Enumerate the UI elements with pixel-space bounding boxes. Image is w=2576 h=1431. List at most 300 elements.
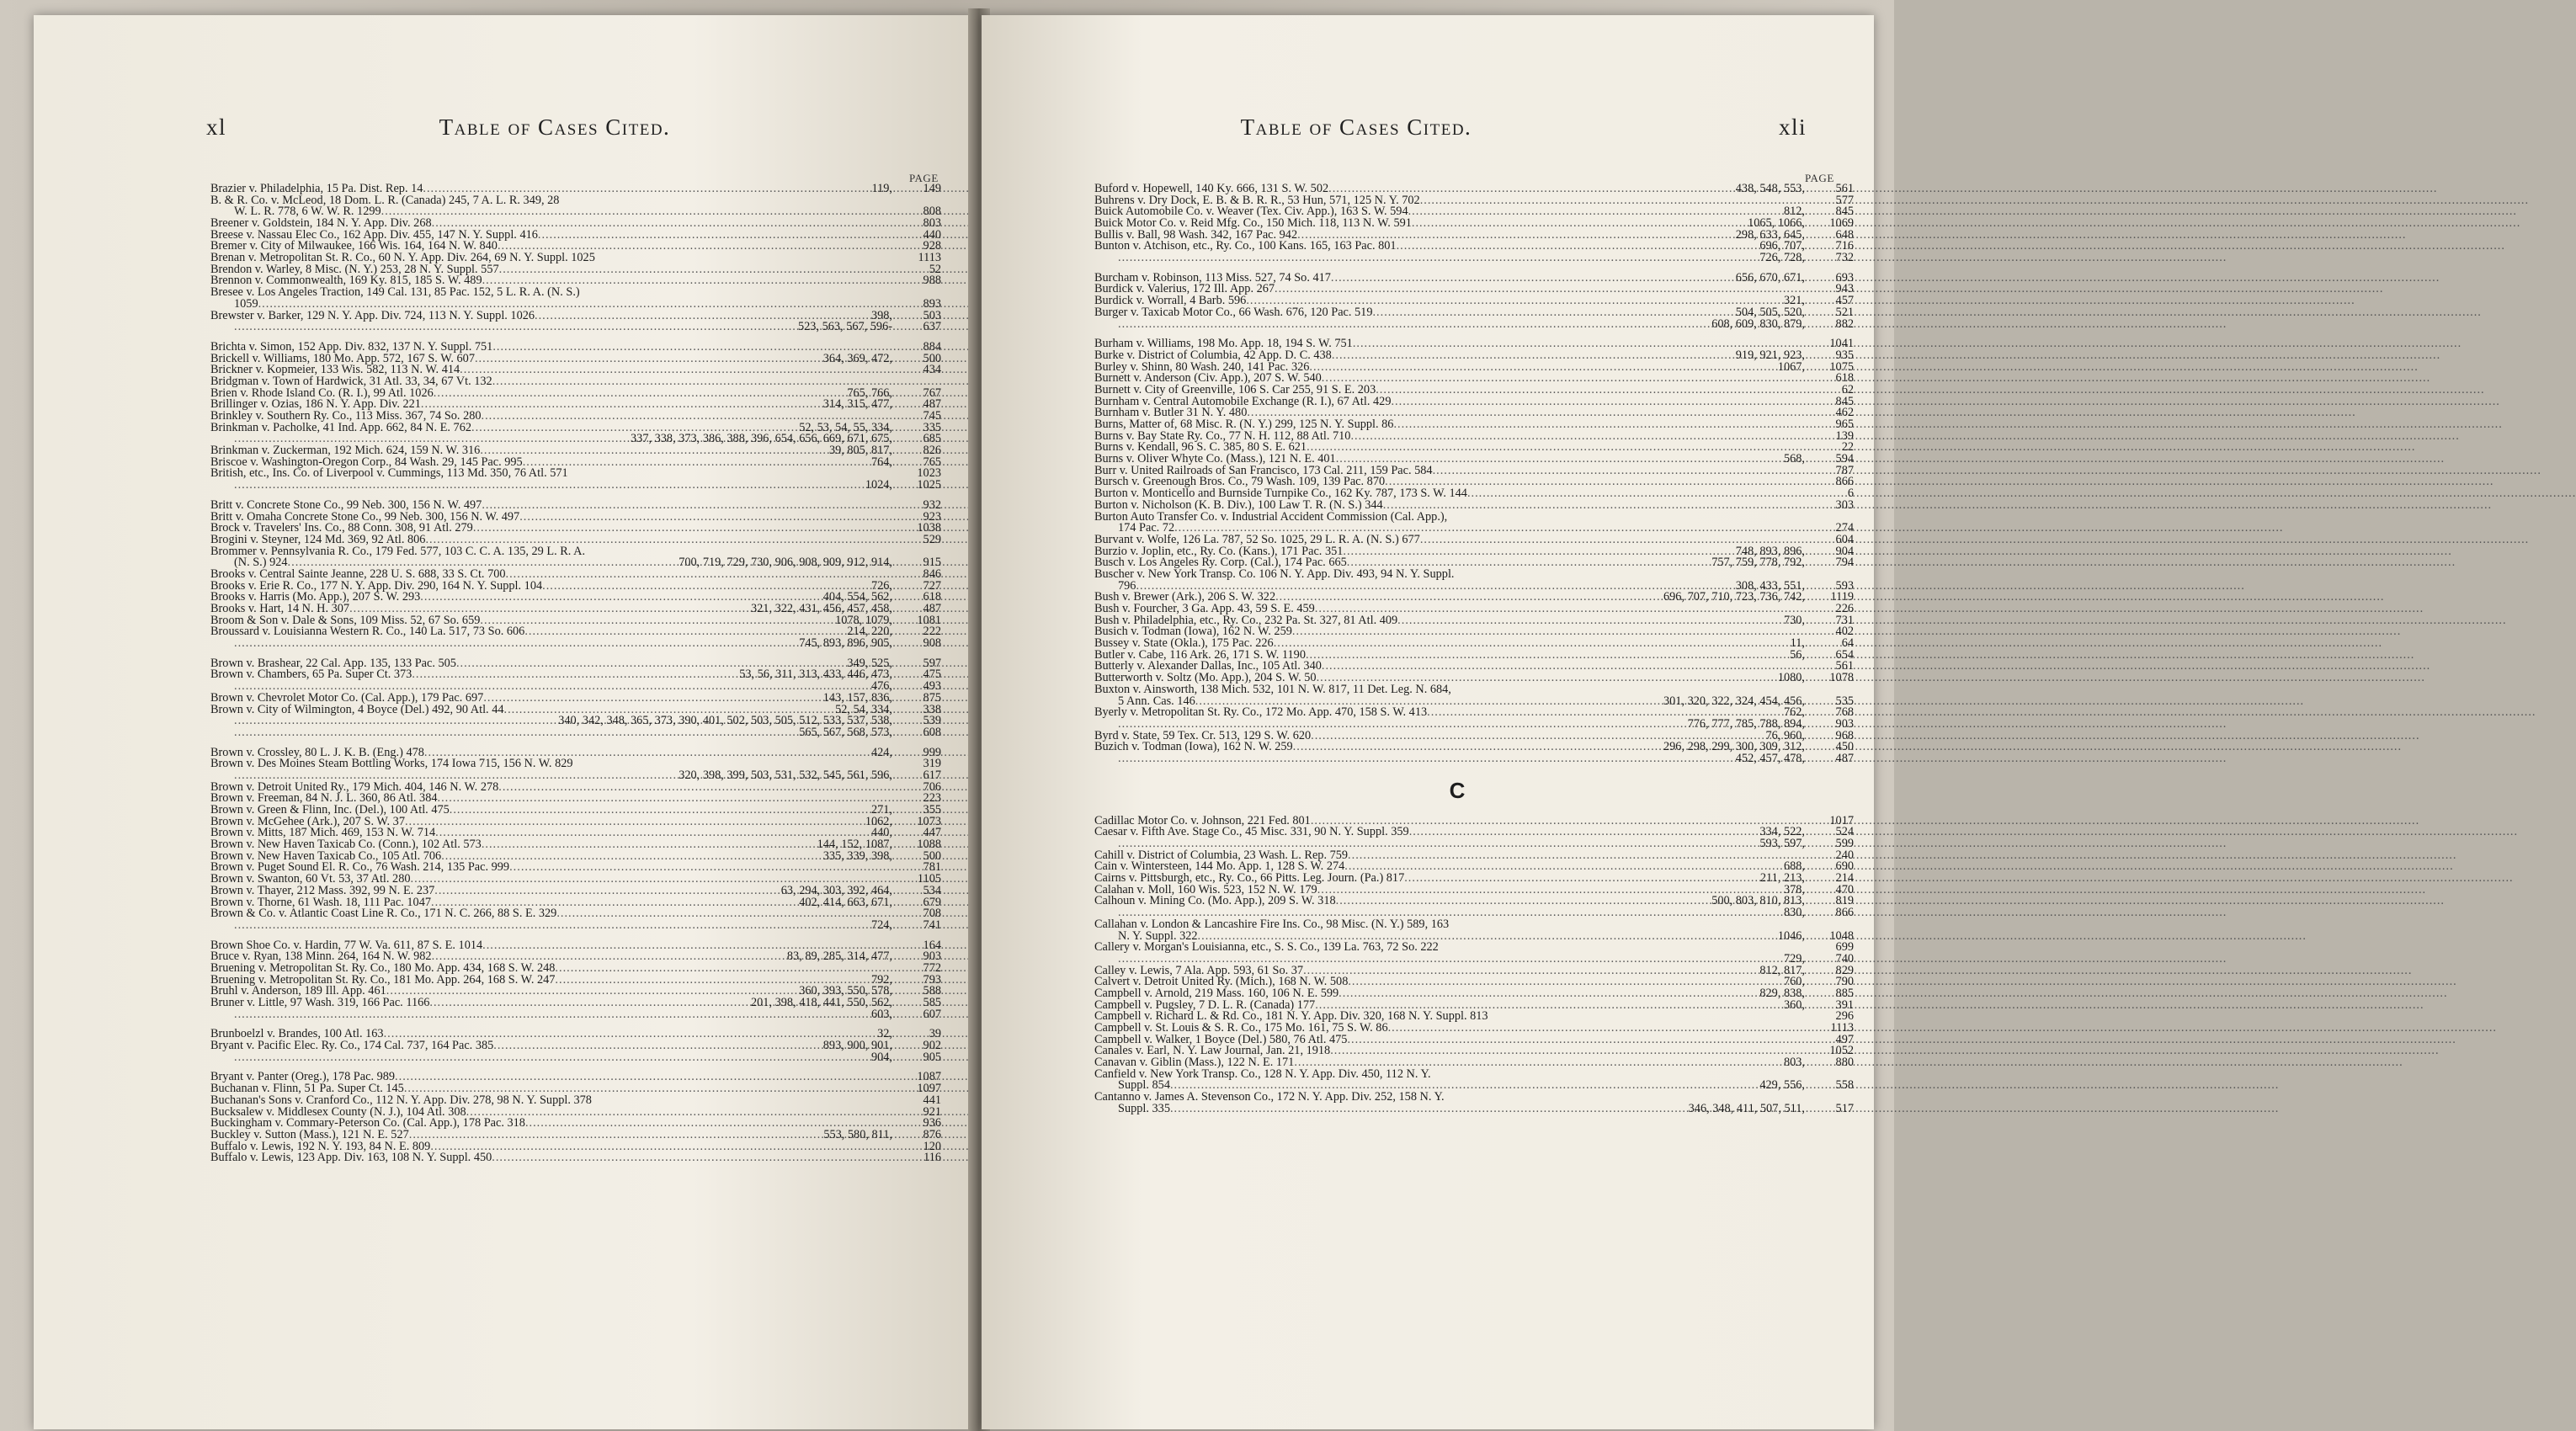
case-citation: Burns v. Bay State Ry. Co., 77 N. H. 112, 88 Atl. 710	[1094, 428, 1351, 443]
page-number: 618	[923, 590, 941, 604]
left-page-folio: xl	[206, 114, 227, 140]
page-references: 214, 220,	[847, 625, 892, 639]
page-number: 222	[923, 625, 941, 639]
page-references: 812,	[1783, 205, 1805, 219]
case-citation: Cain v. Wintersteen, 144 Mo. App. 1, 128 S. W. 274	[1094, 859, 1345, 874]
case-citation: Buick Automobile Co. v. Weaver (Tex. Civ. App.), 163 S. W. 594	[1094, 205, 1408, 219]
page-number: 741	[923, 918, 941, 932]
case-citation: Cahill v. District of Columbia, 23 Wash. L. Rep. 759	[1094, 848, 1349, 862]
left-page-column-label: PAGE	[909, 172, 939, 184]
case-citation: Busich v. Todman (Iowa), 162 N. W. 259	[1094, 625, 1292, 639]
page-number: 908	[923, 636, 941, 651]
page-number: 470	[1835, 882, 1854, 896]
page-references: 504, 505, 520,	[1735, 305, 1805, 319]
page-references: 340, 342, 348, 365, 373, 390, 401, 502, 503, 505, 512, 533, 537, 538,	[558, 714, 892, 728]
page-number: 487	[1835, 751, 1854, 765]
page-number: 803	[923, 216, 941, 231]
page-number: 524	[1835, 825, 1854, 839]
case-citation: Brendon v. Warley, 8 Misc. (N. Y.) 253, 28 N. Y. Suppl. 557	[210, 262, 499, 276]
case-citation: Brown v. Detroit United Ry., 179 Mich. 404, 146 N. W. 278	[210, 779, 499, 794]
page-references: 296, 298, 299, 300, 309, 312,	[1663, 740, 1805, 754]
case-entry	[210, 308, 941, 334]
page-references: 429, 556,	[1759, 1078, 1805, 1093]
page-number: 487	[923, 397, 941, 412]
case-citation: Burns, Matter of, 68 Misc. R. (N. Y.) 299, 125 N. Y. Suppl. 86	[1094, 418, 1394, 432]
case-citation: Broom & Son v. Dale & Sons, 109 Miss. 52, 67 So. 659	[210, 613, 481, 627]
page-number: 577	[1835, 193, 1854, 207]
left-case-list	[210, 181, 941, 1165]
right-page	[982, 15, 1874, 1429]
page-number: 699	[1835, 940, 1854, 955]
page-references: 53, 56, 311, 313, 433, 446, 473,	[739, 668, 892, 682]
case-continuation-line	[210, 1009, 941, 1021]
page-number: 902	[923, 1039, 941, 1053]
page-number: 654	[1835, 647, 1854, 662]
page-references: 360,	[1783, 997, 1805, 1012]
case-citation: Burns v. Oliver Whyte Co. (Mass.), 121 N. E. 401	[1094, 452, 1336, 466]
case-citation: 1059	[234, 296, 258, 311]
case-continuation-line	[210, 480, 941, 492]
page-references: 757, 759, 778, 792,	[1711, 556, 1805, 570]
case-citation: Campbell v. Walker, 1 Boyce (Del.) 580, 76 Atl. 475	[1094, 1032, 1348, 1046]
page-references: 52, 53, 54, 55, 334,	[799, 420, 892, 434]
case-citation: Campbell v. St. Louis & S. R. Co., 175 Mo. 161, 75 S. W. 86	[1094, 1021, 1388, 1035]
case-entry	[1094, 942, 1854, 965]
case-citation: Buckingham v. Commary-Peterson Co. (Cal. App.), 178 Pac. 318	[210, 1116, 525, 1130]
case-citation: Campbell v. Pugsley, 7 D. L. R. (Canada) 177	[1094, 997, 1316, 1012]
page-references: 334, 522,	[1759, 825, 1805, 839]
page-references: 211, 213,	[1759, 871, 1805, 886]
page-references: 83, 89, 285, 314, 477,	[786, 950, 892, 964]
page-number: 1105	[917, 872, 941, 886]
page-number: 487	[923, 602, 941, 616]
case-citation: Brommer v. Pennsylvania R. Co., 179 Fed. 577, 103 C. C. A. 135, 29 L. R. A.	[210, 544, 586, 558]
case-citation: Buckley v. Sutton (Mass.), 121 N. E. 527	[210, 1127, 409, 1141]
page-references: 63, 294, 303, 392, 464,	[780, 883, 892, 897]
case-continuation-line	[1094, 319, 1854, 331]
page-references: 335, 339, 398,	[822, 848, 892, 863]
page-number: 808	[923, 205, 941, 219]
case-continuation-line	[210, 920, 941, 932]
page-number: 6	[1847, 487, 1854, 501]
case-line	[210, 1152, 941, 1164]
case-citation: Brown v. McGehee (Ark.), 207 S. W. 37	[210, 814, 405, 828]
case-citation: Byerly v. Metropolitan St. Ry. Co., 172 Mo. App. 470, 158 S. W. 413	[1094, 705, 1428, 720]
case-citation: Canfield v. New York Transp. Co., 128 N. Y. App. Div. 450, 112 N. Y.	[1094, 1067, 1431, 1081]
case-citation: Burger v. Taxicab Motor Co., 66 Wash. 676, 120 Pac. 519	[1094, 305, 1373, 319]
page-number: 607	[923, 1007, 941, 1021]
page-number: 120	[923, 1139, 941, 1153]
case-citation: Bullis v. Ball, 98 Wash. 342, 167 Pac. 942	[1094, 227, 1298, 242]
case-entry	[1094, 241, 1854, 263]
page-number: 790	[1835, 975, 1854, 989]
page-references: 764,	[870, 455, 892, 469]
case-citation: Breener v. Goldstein, 184 N. Y. App. Div. 268	[210, 216, 432, 231]
case-citation: Burley v. Shinn, 80 Wash. 240, 141 Pac. 326	[1094, 359, 1310, 374]
case-citation: Brinkman v. Pacholke, 41 Ind. App. 662, 84 N. E. 762	[210, 420, 472, 434]
case-citation: B. & R. Co. v. McLeod, 18 Dom. L. R. (Canada) 245, 7 A. L. R. 349, 28	[210, 193, 560, 207]
page-number: 1041	[1829, 337, 1854, 351]
page-number: 617	[923, 768, 941, 782]
page-number: 434	[923, 363, 941, 377]
page-references: 144, 152, 1087,	[817, 838, 892, 852]
page-number: 819	[1835, 894, 1854, 908]
case-citation: Britt v. Concrete Stone Co., 99 Neb. 300, 156 N. W. 497	[210, 497, 482, 512]
page-number: 440	[923, 227, 941, 242]
case-citation: Cairns v. Pittsburgh, etc., Ry. Co., 66 Pitts. Leg. Journ. (Pa.) 817	[1094, 871, 1405, 886]
case-citation: Burzio v. Joplin, etc., Ry. Co. (Kans.), 171 Pac. 351	[1094, 544, 1344, 558]
case-citation: (N. S.) 924	[234, 556, 288, 570]
case-citation: Burr v. United Railroads of San Francisco, 173 Cal. 211, 159 Pac. 584	[1094, 463, 1433, 477]
page-references: 301, 320, 322, 324, 454, 456,	[1663, 694, 1805, 708]
page-number: 1088	[917, 838, 941, 852]
page-references: 593, 597,	[1759, 837, 1805, 851]
page-number: 706	[923, 779, 941, 794]
case-continuation-line	[210, 322, 941, 333]
page-number: 1017	[1829, 813, 1854, 827]
case-citation: Brown v. Freeman, 84 N. J. L. 360, 86 Atl. 384	[210, 791, 438, 806]
page-number: 866	[1835, 906, 1854, 920]
case-citation: Bruner v. Little, 97 Wash. 319, 166 Pac. 1166	[210, 996, 430, 1010]
case-citation: Brock v. Travelers' Ins. Co., 88 Conn. 308, 91 Atl. 279	[210, 521, 473, 535]
case-citation: Canavan v. Giblin (Mass.), 122 N. E. 171	[1094, 1056, 1295, 1070]
page-number: 558	[1835, 1078, 1854, 1093]
case-citation: Brennon v. Commonwealth, 169 Ky. 815, 185 S. W. 489	[210, 274, 482, 288]
page-references: 919, 921, 923,	[1735, 348, 1805, 362]
page-number: 893	[923, 296, 941, 311]
page-references: 765, 766,	[847, 386, 892, 400]
case-citation: Campbell v. Arnold, 219 Mass. 160, 106 N. E. 599	[1094, 986, 1339, 1000]
page-references: 565, 567, 568, 573,	[799, 725, 892, 739]
case-citation: Canales v. Earl, N. Y. Law Journal, Jan. 21, 1918	[1094, 1044, 1331, 1058]
case-citation: 174 Pac. 72	[1118, 521, 1175, 535]
page-references: 378,	[1783, 882, 1805, 896]
page-number: 493	[923, 679, 941, 694]
case-citation: Cadillac Motor Co. v. Johnson, 221 Fed. 801	[1094, 813, 1311, 827]
case-citation: Campbell v. Richard L. & Rd. Co., 181 N. Y. App. Div. 320, 168 N. Y. Suppl. 813	[1094, 1009, 1488, 1024]
page-number: 793	[923, 972, 941, 987]
case-entry	[1094, 569, 1854, 592]
page-number: 226	[1835, 602, 1854, 616]
case-citation: Brinkley v. Southern Ry. Co., 113 Miss. 367, 74 So. 280	[210, 409, 482, 423]
case-citation: Brown & Co. v. Atlantic Coast Line R. Co., 171 N. C. 266, 88 S. E. 329	[210, 907, 557, 921]
page-references: 320, 398, 399, 503, 531, 532, 545, 561, 596,	[679, 768, 892, 782]
page-number: 319	[923, 757, 941, 771]
page-number: 905	[923, 1050, 941, 1064]
case-continuation-line	[210, 638, 941, 650]
page-number: 1038	[917, 521, 941, 535]
case-entry	[210, 546, 941, 569]
page-number: 441	[923, 1093, 941, 1107]
case-citation: Bryant v. Pacific Elec. Ry. Co., 174 Cal. 737, 164 Pac. 385	[210, 1039, 494, 1053]
page-references: 688,	[1783, 859, 1805, 874]
case-citation: Burnham v. Central Automobile Exchange (R. I.), 67 Atl. 429	[1094, 394, 1392, 408]
c-entries	[1094, 813, 1854, 1115]
page-number: 884	[923, 339, 941, 354]
case-entry	[210, 670, 941, 693]
page-number: 1069	[1829, 216, 1854, 231]
page-number: 608	[923, 725, 941, 739]
page-number: 457	[1835, 294, 1854, 308]
page-number: 794	[1835, 556, 1854, 570]
case-entry	[1094, 1092, 1854, 1114]
case-citation: Bussey v. State (Okla.), 175 Pac. 226	[1094, 636, 1274, 651]
page-references: 32,	[877, 1027, 892, 1041]
case-citation: Cantanno v. James A. Stevenson Co., 172 N. Y. App. Div. 252, 158 N. Y.	[1094, 1090, 1445, 1104]
case-citation: Butterly v. Alexander Dallas, Inc., 105 Atl. 340	[1094, 659, 1322, 673]
case-citation: Calhoun v. Mining Co. (Mo. App.), 209 S. W. 318	[1094, 894, 1336, 908]
case-continuation-line	[1094, 253, 1854, 264]
page-references: 893, 900, 901,	[822, 1039, 892, 1053]
page-number: 274	[1835, 521, 1854, 535]
case-citation: Brichta v. Simon, 152 App. Div. 832, 137 N. Y. Suppl. 751	[210, 339, 493, 354]
case-citation: Burvant v. Wolfe, 126 La. 787, 52 So. 1025, 29 L. R. A. (N. S.) 677	[1094, 532, 1420, 546]
page-number: 588	[923, 984, 941, 998]
case-citation: Burton v. Monticello and Burnside Turnpike Co., 162 Ky. 787, 173 S. W. 144	[1094, 487, 1467, 501]
case-entry	[210, 758, 941, 781]
page-references: 308, 433, 551,	[1735, 578, 1805, 593]
page-number: 765	[923, 455, 941, 469]
page-number: 62	[1841, 382, 1854, 396]
page-number: 1025	[917, 478, 941, 492]
page-number: 846	[923, 567, 941, 581]
case-citation: Brown v. Chambers, 65 Pa. Super Ct. 373	[210, 668, 412, 682]
case-citation: 5 Ann. Cas. 146	[1118, 694, 1195, 708]
page-references: 608, 609, 830, 879,	[1711, 317, 1805, 331]
case-citation: Brown v. Mitts, 187 Mich. 469, 153 N. W. 714	[210, 826, 436, 840]
page-number: 597	[923, 656, 941, 670]
case-entry	[1094, 827, 1854, 849]
page-number: 679	[923, 895, 941, 909]
dot-leader	[1118, 753, 1736, 765]
page-references: 39, 805, 817,	[828, 444, 892, 458]
page-references: 314, 315, 477,	[822, 397, 892, 412]
case-citation: Brown v. Puget Sound El. R. Co., 76 Wash. 214, 135 Pac. 999	[210, 860, 510, 875]
page-number: 214	[1835, 871, 1854, 886]
case-citation: Brien v. Rhode Island Co. (R. I.), 99 Atl. 1026	[210, 386, 434, 400]
page-references: 11,	[1790, 636, 1805, 651]
dot-leader	[523, 457, 871, 469]
case-citation: Burns v. Kendall, 96 S. C. 385, 80 S. E. 621	[1094, 440, 1307, 455]
page-number: 1081	[917, 613, 941, 627]
case-citation: Bush v. Philadelphia, etc., Ry. Co., 232 Pa. St. 327, 81 Atl. 409	[1094, 613, 1398, 627]
page-references: 760,	[1783, 975, 1805, 989]
page-references: 349, 525,	[847, 656, 892, 670]
page-number: 685	[923, 432, 941, 446]
page-number: 497	[1835, 1032, 1854, 1046]
right-page-header	[982, 114, 1874, 148]
page-number: 880	[1835, 1056, 1854, 1070]
page-references: 1080,	[1777, 671, 1805, 685]
case-entry	[1094, 919, 1854, 942]
case-citation: Suppl. 854	[1118, 1078, 1170, 1093]
page-number: 1078	[1829, 671, 1854, 685]
dot-leader	[492, 1152, 892, 1164]
page-number: 585	[923, 996, 941, 1010]
page-references: 1062,	[865, 814, 892, 828]
page-number: 450	[1835, 740, 1854, 754]
page-number: 338	[923, 702, 941, 716]
case-citation: Brinkman v. Zuckerman, 192 Mich. 624, 159 N. W. 316	[210, 444, 481, 458]
case-continuation-line	[1094, 1101, 1854, 1115]
page-number: 355	[923, 803, 941, 817]
case-citation: Buick Motor Co. v. Reid Mfg. Co., 150 Mich. 118, 113 N. W. 591	[1094, 216, 1412, 231]
page-references: 346, 348, 411, 507, 511,	[1688, 1101, 1805, 1115]
left-page-running-title: Table of Cases Cited.	[439, 114, 671, 140]
page-number: 1087	[917, 1070, 941, 1084]
case-entry	[1094, 707, 1854, 730]
page-references: 119,	[871, 181, 892, 195]
page-references: 729,	[1783, 951, 1805, 966]
page-number: 391	[1835, 997, 1854, 1012]
case-citation: Bresee v. Los Angeles Traction, 149 Cal. 131, 85 Pac. 152, 5 L. R. A. (N. S.)	[210, 285, 580, 300]
page-number: 932	[923, 497, 941, 512]
case-citation: Burcham v. Robinson, 113 Miss. 527, 74 So. 417	[1094, 270, 1331, 285]
page-number: 988	[923, 274, 941, 288]
case-entry	[210, 287, 941, 310]
page-number: 1048	[1829, 928, 1854, 943]
case-citation: Buffalo v. Lewis, 123 App. Div. 163, 108 N. Y. Suppl. 450	[210, 1151, 492, 1165]
page-number: 521	[1835, 305, 1854, 319]
case-citation: 796	[1118, 578, 1136, 593]
dot-leader	[234, 727, 799, 739]
case-citation: Brewster v. Barker, 129 N. Y. App. Div. 724, 113 N. Y. Suppl. 1026	[210, 308, 535, 322]
case-citation: Buhrens v. Dry Dock, E. B. & B. R. R., 53 Hun, 571, 125 N. Y. 702	[1094, 193, 1420, 207]
page-references: 337, 338, 373, 386, 388, 396, 654, 656, 669, 671, 675,	[631, 432, 892, 446]
page-number: 829	[1835, 963, 1854, 977]
case-citation: N. Y. Suppl. 322	[1118, 928, 1198, 943]
page-number: 648	[1835, 227, 1854, 242]
case-citation: Bucksalew v. Middlesex County (N. J.), 104 Atl. 308	[210, 1104, 466, 1119]
case-citation: Byrd v. State, 59 Tex. Cr. 513, 129 S. W. 620	[1094, 728, 1312, 742]
case-citation: Bruhl v. Anderson, 189 Ill. App. 461	[210, 984, 386, 998]
case-entry	[210, 1040, 941, 1063]
page-number: 164	[923, 938, 941, 952]
page-number: 845	[1835, 394, 1854, 408]
case-entry	[210, 1152, 941, 1164]
case-citation: Brooks v. Central Sainte Jeanne, 228 U. S. 688, 33 S. Ct. 700	[210, 567, 506, 581]
case-entry	[1094, 509, 1854, 535]
case-citation: Brooks v. Erie R. Co., 177 N. Y. App. Div. 290, 164 N. Y. Suppl. 104	[210, 578, 543, 593]
case-citation: Brickner v. Kopmeier, 133 Wis. 582, 113 N. W. 414	[210, 363, 460, 377]
page-number: 529	[923, 532, 941, 546]
page-number: 767	[923, 386, 941, 400]
page-number: 604	[1835, 532, 1854, 546]
dot-leader	[1170, 1104, 1689, 1115]
case-citation: Callery v. Morgan's Louisianna, etc., S. S. Co., 139 La. 763, 72 So. 222	[1094, 940, 1439, 955]
page-references: 1065, 1066,	[1748, 216, 1805, 231]
page-number: 561	[1835, 659, 1854, 673]
page-references: 745, 893, 896, 905,	[799, 636, 892, 651]
case-citation: Caesar v. Fifth Ave. Stage Co., 45 Misc. 331, 90 N. Y. Suppl. 359	[1094, 825, 1409, 839]
page-references: 762,	[1783, 705, 1805, 720]
case-citation: British, etc., Ins. Co. of Liverpool v. Cummings, 113 Md. 350, 76 Atl. 571	[210, 466, 568, 481]
case-entry	[210, 420, 941, 446]
page-references: 360, 393, 550, 578,	[799, 984, 892, 998]
case-citation: Burton Auto Transfer Co. v. Industrial Accident Commission (Cal. App.),	[1094, 509, 1448, 524]
page-references: 696, 707,	[1759, 239, 1805, 253]
case-citation: Burnham v. Butler 31 N. Y. 480	[1094, 406, 1248, 420]
dot-leader	[234, 920, 871, 932]
case-citation: Bush v. Fourcher, 3 Ga. App. 43, 59 S. E. 459	[1094, 602, 1315, 616]
page-references: 438, 548, 553,	[1735, 181, 1805, 195]
case-citation: Brooks v. Hart, 14 N. H. 307	[210, 602, 350, 616]
page-number: 915	[923, 556, 941, 570]
case-entry	[1094, 742, 1854, 764]
page-number: 1113	[1830, 1021, 1854, 1035]
page-number: 539	[923, 714, 941, 728]
case-entry	[1094, 1069, 1854, 1092]
right-page-folio: xli	[1778, 114, 1807, 140]
page-references: 364, 369, 472,	[822, 351, 892, 365]
page-number: 876	[923, 1127, 941, 1141]
page-number: 716	[1835, 239, 1854, 253]
case-citation: Burdick v. Worrall, 4 Barb. 596	[1094, 294, 1247, 308]
page-number: 223	[923, 791, 941, 806]
page-number: 936	[923, 1116, 941, 1130]
case-continuation-line	[210, 1052, 941, 1064]
page-number: 618	[1835, 371, 1854, 386]
case-citation: Burdick v. Valerius, 172 Ill. App. 267	[1094, 282, 1275, 296]
case-citation: W. L. R. 778, 6 W. W. R. 1299	[234, 205, 381, 219]
page-references: 52, 54, 334,	[835, 702, 892, 716]
case-citation: Bunton v. Atchison, etc., Ry. Co., 100 Kans. 165, 163 Pac. 801	[1094, 239, 1397, 253]
page-references: 440,	[870, 826, 892, 840]
case-entry	[210, 626, 941, 649]
page-number: 875	[923, 690, 941, 705]
page-number: 768	[1835, 705, 1854, 720]
page-number: 1119	[1830, 590, 1854, 604]
page-number: 52	[929, 262, 941, 276]
case-citation: Brown v. Thorne, 61 Wash. 18, 111 Pac. 1047	[210, 895, 431, 909]
case-citation: Bruening v. Metropolitan St. Ry. Co., 181 Mo. App. 264, 168 S. W. 247	[210, 972, 556, 987]
page-references: 1024,	[865, 478, 892, 492]
case-citation: Bruce v. Ryan, 138 Minn. 264, 164 N. W. 982	[210, 950, 432, 964]
page-number: 594	[1835, 452, 1854, 466]
page-number: 303	[1835, 497, 1854, 512]
page-number: 826	[923, 444, 941, 458]
page-references: 1078, 1079,	[835, 613, 892, 627]
page-number: 781	[923, 860, 941, 875]
case-citation: Bruening v. Metropolitan St. Ry. Co., 180 Mo. App. 434, 168 S. W. 248	[210, 960, 556, 975]
case-citation: Burham v. Williams, 198 Mo. App. 18, 194 S. W. 751	[1094, 337, 1353, 351]
page-number: 772	[923, 960, 941, 975]
page-references: 726,	[870, 578, 892, 593]
page-references: 603,	[870, 1007, 892, 1021]
page-references: 568,	[1783, 452, 1805, 466]
case-citation: Brown v. Thayer, 212 Mass. 392, 99 N. E. 237	[210, 883, 435, 897]
page-references: 830,	[1783, 906, 1805, 920]
left-page	[34, 15, 975, 1429]
page-references: 726, 728,	[1759, 251, 1805, 265]
page-references: 452, 457, 478,	[1735, 751, 1805, 765]
section-letter-c: C	[1449, 777, 1466, 803]
page-references: 298, 633, 645,	[1735, 227, 1805, 242]
page-references: 271,	[870, 803, 892, 817]
case-continuation-line	[210, 727, 941, 739]
page-references: 696, 707, 710, 723, 736, 742,	[1663, 590, 1805, 604]
page-number: 149	[923, 181, 941, 195]
case-citation: Brown v. Chevrolet Motor Co. (Cal. App.), 179 Pac. 697	[210, 690, 484, 705]
case-citation: Butterworth v. Soltz (Mo. App.), 204 S. W. 50	[1094, 671, 1317, 685]
page-references: 321, 322, 431, 456, 457, 458,	[751, 602, 892, 616]
page-number: 500	[923, 848, 941, 863]
page-references: 143, 157, 836,	[822, 690, 892, 705]
page-references: 1046,	[1777, 928, 1805, 943]
page-number: 727	[923, 578, 941, 593]
dot-leader	[234, 1052, 871, 1064]
case-citation: Brown v. Green & Flinn, Inc. (Del.), 100 Atl. 475	[210, 803, 450, 817]
